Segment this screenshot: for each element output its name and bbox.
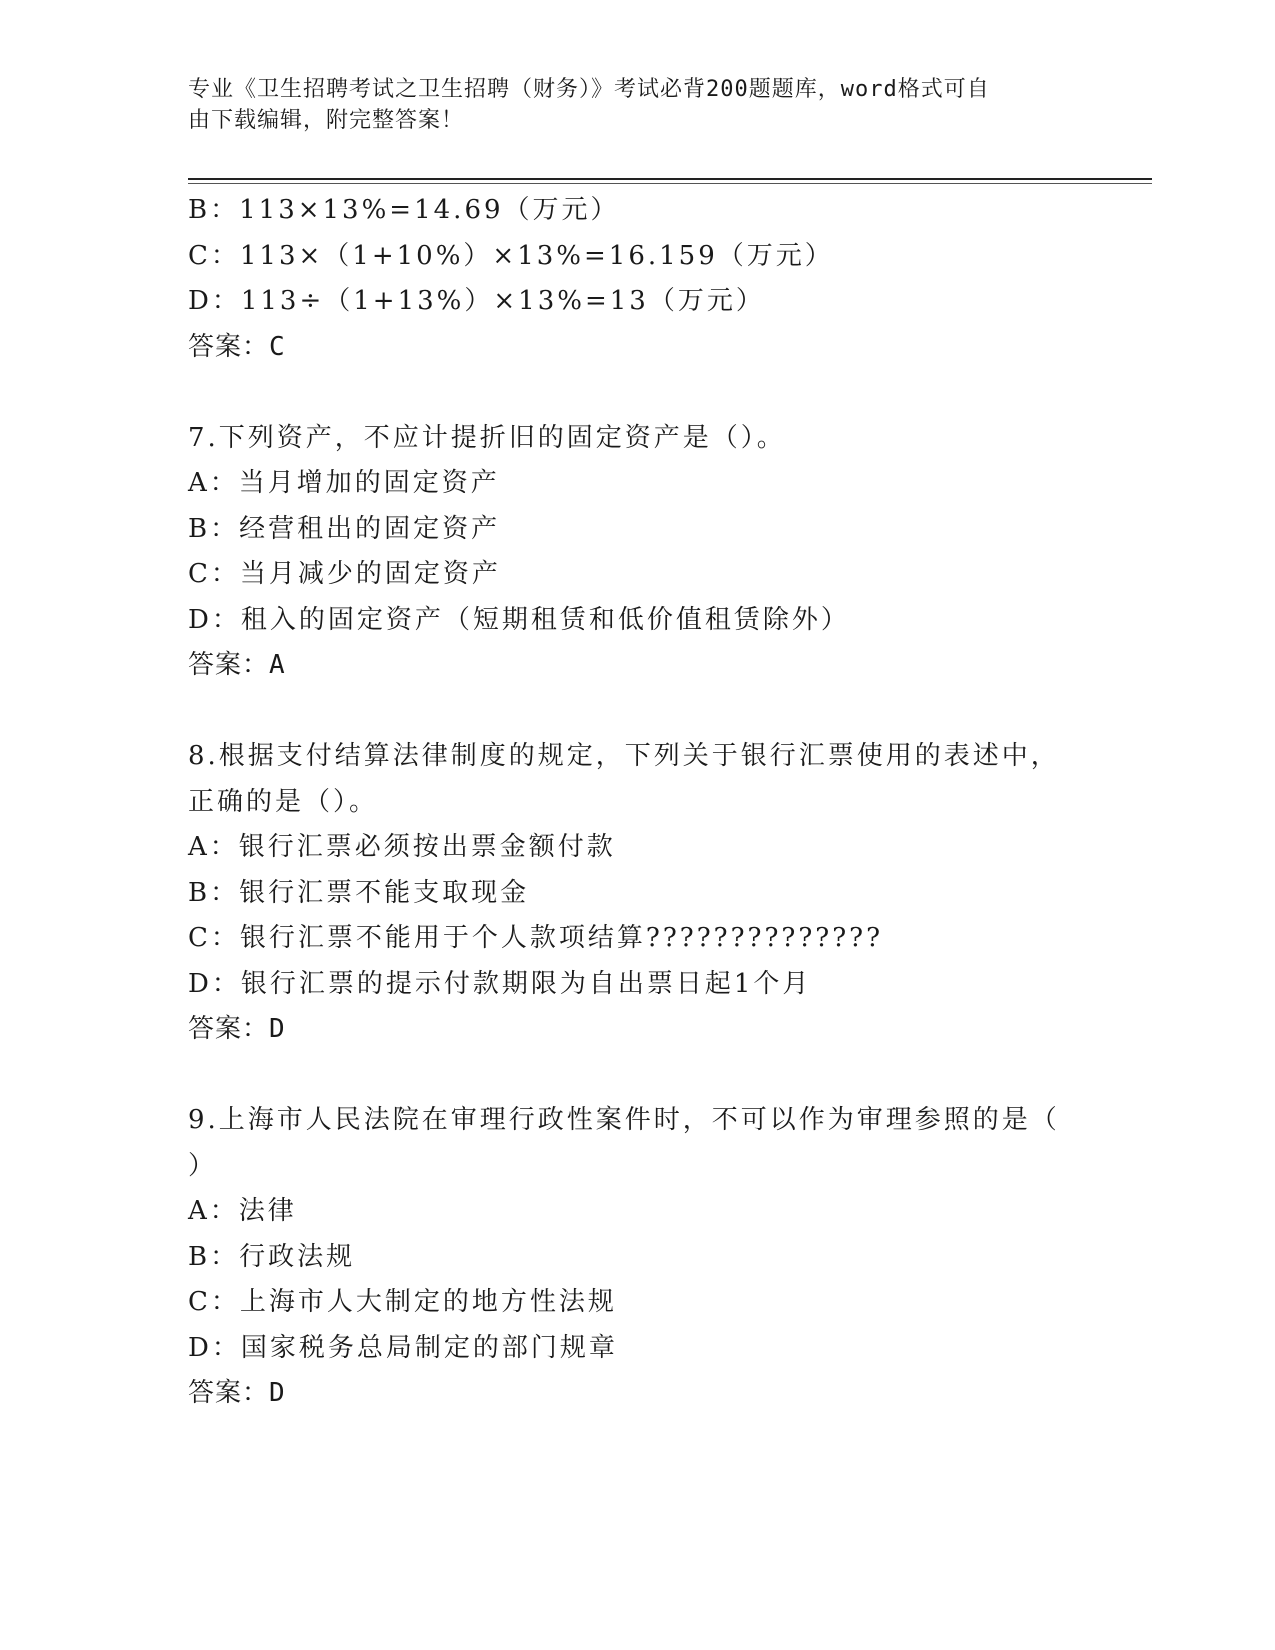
- document-body: [188, 188, 1088, 1417]
- question-8-option-c: C：银行汇票不能用于个人款项结算??????????????: [188, 923, 884, 953]
- question-8: [188, 734, 1088, 1053]
- question-8-option-a: A：银行汇票必须按出票金额付款: [188, 832, 616, 862]
- question-7-option-c: C：当月减少的固定资产: [188, 559, 501, 589]
- header-divider-thick: [188, 178, 1152, 180]
- question-9-option-d: D：国家税务总局制定的部门规章: [188, 1332, 618, 1363]
- question-7-option-d: D：租入的固定资产（短期租赁和低价值租赁除外）: [188, 604, 850, 635]
- question-7-answer: 答案：A: [188, 650, 286, 680]
- question-9: [188, 1098, 1088, 1417]
- question-9-option-b: B：行政法规: [188, 1241, 356, 1272]
- question-7: [188, 416, 1088, 689]
- question-8-option-d: D：银行汇票的提示付款期限为自出票日起1个月: [188, 968, 812, 999]
- question-6-tail: [188, 188, 1088, 370]
- question-6-answer: 答案：C: [188, 331, 286, 362]
- header-line-1: 专业《卫生招聘考试之卫生招聘（财务）》考试必背200题题库，word格式可自: [188, 77, 990, 102]
- document-header: [188, 74, 1068, 136]
- question-6-option-b: B：113×13%=14.69（万元）: [188, 195, 620, 225]
- question-9-text-line-2: ）: [188, 1150, 218, 1181]
- question-7-text: 7.下列资产，不应计提折旧的固定资产是（）。: [188, 422, 786, 453]
- question-8-text-line-2: 正确的是（）。: [188, 786, 379, 817]
- question-6-option-c: C：113×（1+10%）×13%=16.159（万元）: [188, 240, 834, 271]
- question-9-option-c: C：上海市人大制定的地方性法规: [188, 1287, 617, 1317]
- question-7-option-b: B：经营租出的固定资产: [188, 513, 501, 544]
- question-9-option-a: A：法律: [188, 1196, 297, 1226]
- question-8-answer: 答案：D: [188, 1014, 286, 1044]
- spacer: [188, 370, 1088, 416]
- question-9-answer: 答案：D: [188, 1378, 286, 1408]
- spacer: [188, 689, 1088, 735]
- spacer: [188, 1053, 1088, 1099]
- question-7-option-a: A：当月增加的固定资产: [188, 468, 500, 498]
- question-8-option-b: B：银行汇票不能支取现金: [188, 877, 530, 908]
- question-9-text-line-1: 9.上海市人民法院在审理行政性案件时，不可以作为审理参照的是（: [188, 1105, 1060, 1135]
- question-8-text-line-1: 8.根据支付结算法律制度的规定，下列关于银行汇票使用的表述中，: [188, 741, 1060, 771]
- header-line-2: 由下载编辑，附完整答案！: [188, 108, 465, 133]
- question-6-option-d: D：113÷（1+13%）×13%=13（万元）: [188, 286, 765, 316]
- header-divider-thin: [188, 183, 1152, 184]
